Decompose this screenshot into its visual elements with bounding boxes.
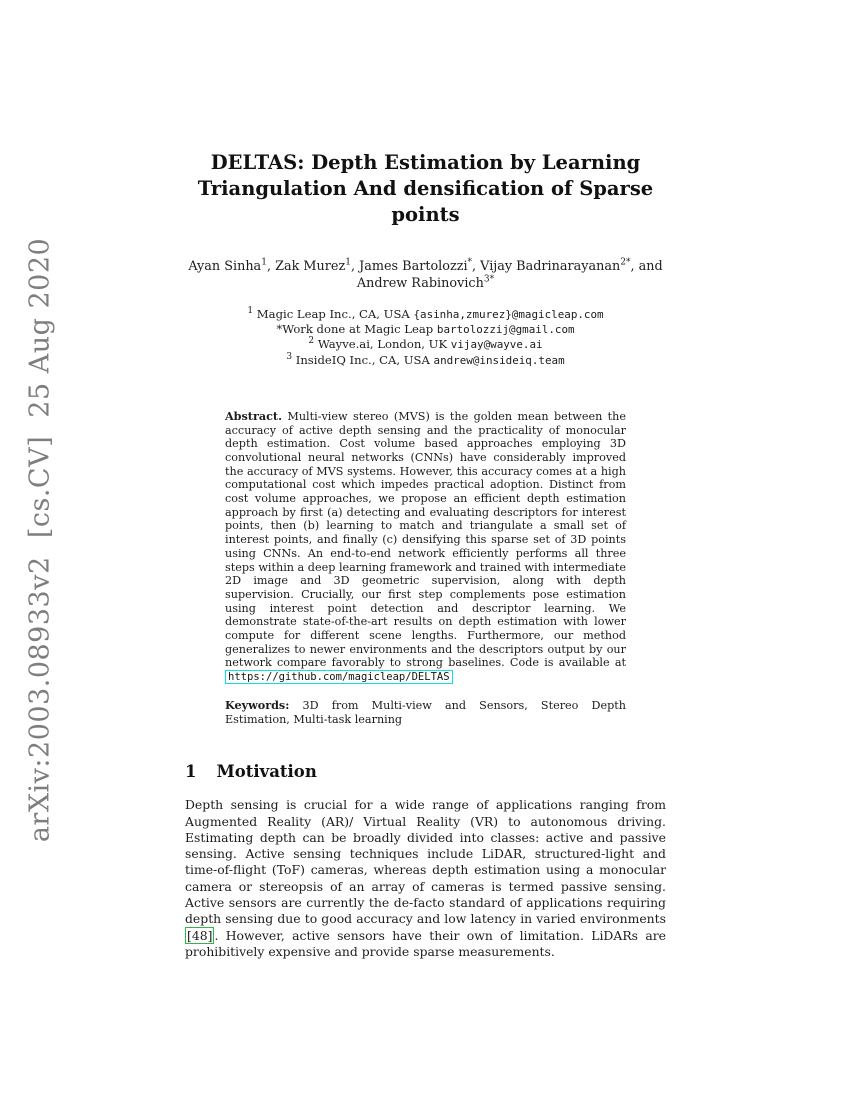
- affil-mark: 1: [247, 306, 254, 317]
- title-line-2: Triangulation And densification of Sparse points: [197, 177, 654, 226]
- paper-title: [185, 150, 666, 228]
- paper-content: [185, 150, 666, 960]
- affil-mark: 2: [308, 336, 315, 347]
- author-name: , James Bartolozzi: [350, 259, 468, 274]
- author-affmark: 2*: [620, 257, 631, 268]
- affil-mark: 3: [286, 351, 293, 362]
- affiliation-line: [185, 353, 666, 368]
- author-affmark: 3*: [483, 274, 495, 285]
- affiliation-line: [185, 307, 666, 322]
- affil-text: Wayve.ai, London, UK: [314, 337, 451, 352]
- title-line-1: DELTAS: Depth Estimation by Learning: [210, 151, 641, 174]
- body-paragraph: [185, 797, 666, 960]
- author-list: [185, 258, 666, 292]
- affiliation-line: [185, 337, 666, 352]
- author-name: Ayan Sinha: [188, 259, 262, 274]
- citation-48[interactable]: [48]: [187, 927, 213, 943]
- abstract-text: Multi-view stereo (MVS) is the golden mean between the accuracy of active depth sensing and the practicality of monocular depth estimation. Cost volume based approaches employing 3D convolutional neural networks (CNNs) have considerably improved the accuracy of MVS systems. However, this accuracy comes at a high computational cost which impedes practical adoption. Distinct from cost volume approaches, we propose an efficient depth estimation approach by first (a) detecting and evaluating descriptors for interest points, then (b) learning to match and triangulate a small set of interest points, and finally (c) densifying this sparse set of 3D points using CNNs. An end-to-end network efficiently performs all three steps within a deep learning framework and trained with intermediate 2D image and 3D geometric supervision, along with depth supervision. Crucially, our first step complements pose estimation using interest point detection and descriptor learning. We demonstrate state-of-the-art results on depth estimation with lower compute for different scene lengths. Furthermore, our method generalizes to newer environments and the descriptors output by our network compare favorably to strong baselines. Code is available at: [225, 409, 626, 670]
- affil-text: *Work done at Magic Leap: [276, 322, 437, 337]
- keywords-paragraph: [225, 699, 626, 726]
- affil-text: Magic Leap Inc., CA, USA: [253, 307, 414, 321]
- body-text-segment: Depth sensing is crucial for a wide range of applications ranging from Augmented Reality (AR)/ Virtual Reality (VR) to autonomous driving. Estimating depth can be broadly divided into classes: active and passive sensing. Active sensing techniques include LiDAR, structured-light and time-of-flight (ToF) cameras, whereas depth estimation using a monocular camera or stereopsis of an array of cameras is termed passive sensing. Active sensors are currently the de-facto standard of applications requiring depth sensing due to good accuracy and low latency in varied environments: [185, 797, 666, 927]
- github-link[interactable]: https://github.com/magicleap/DELTAS: [225, 670, 453, 684]
- affil-email: vijay@wayve.ai: [450, 338, 543, 352]
- affil-email: {asinha,zmurez}@magicleap.com: [413, 308, 604, 321]
- affil-email: andrew@insideiq.team: [433, 353, 565, 367]
- affil-email: bartolozzij@gmail.com: [436, 323, 575, 337]
- section-heading-motivation: [185, 762, 666, 781]
- keywords-text: 3D from Multi-view and Sensors, Stereo Depth Estimation, Multi-task learning: [225, 698, 626, 726]
- section-title: Motivation: [216, 762, 317, 782]
- author-name: , Zak Murez: [266, 259, 346, 274]
- author-affmark: 1: [261, 257, 267, 268]
- author-name: Andrew Rabinovich: [356, 276, 484, 291]
- author-conjunction: , and: [630, 259, 663, 274]
- affiliation-line: [185, 322, 666, 337]
- author-name: , Vijay Badrinarayanan: [472, 259, 621, 274]
- arxiv-watermark: arXiv:2003.08933v2 [cs.CV] 25 Aug 2020: [24, 237, 56, 843]
- abstract-paragraph: [225, 410, 626, 685]
- abstract-label: Abstract.: [225, 408, 282, 423]
- affiliations: [185, 307, 666, 368]
- author-affmark: *: [467, 257, 473, 268]
- section-number: 1: [185, 762, 197, 782]
- affil-text: InsideIQ Inc., CA, USA: [292, 352, 434, 367]
- author-affmark: 1: [345, 257, 351, 268]
- keywords-label: Keywords:: [225, 697, 290, 712]
- body-text-segment: . However, active sensors have their own of limitation. LiDARs are prohibitively expensive and provide sparse measurements.: [185, 927, 666, 959]
